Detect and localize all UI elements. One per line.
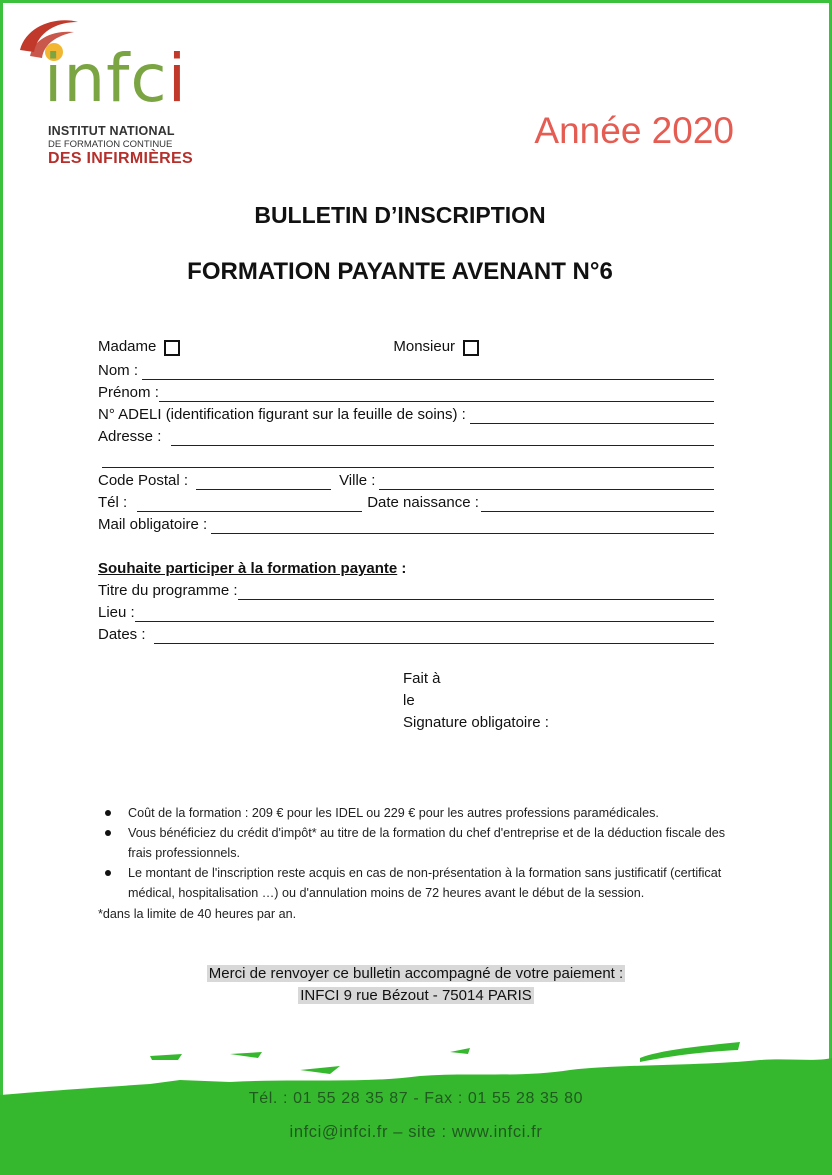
logo-wordmark: infci (44, 40, 188, 117)
signature-label: Signature obligatoire : (403, 714, 549, 731)
return-address: INFCI 9 rue Bézout - 75014 PARIS (300, 987, 532, 1004)
footnote: *dans la limite de 40 heures par an. (98, 907, 297, 921)
footer-phone-fax: Tél. : 01 55 28 35 87 - Fax : 01 55 28 35 80 (248, 1090, 584, 1107)
return-instruction: Merci de renvoyer ce bulletin accompagné de votre paiement : (208, 965, 624, 982)
logo-line-institut: INSTITUT NATIONAL (48, 124, 175, 138)
prenom-row (98, 380, 714, 402)
le-label: le (403, 692, 415, 709)
titre-programme-field[interactable] (238, 584, 715, 600)
mail-field[interactable] (211, 518, 714, 534)
adresse-row (98, 424, 714, 446)
note-item-cost: Coût de la formation : 209 € pour les IDEL ou 229 € pour les autres professions paramédicales. (98, 803, 738, 823)
date-naissance-label: Date naissance : (367, 494, 479, 511)
dates-row (98, 622, 714, 644)
lieu-field[interactable] (135, 606, 714, 622)
code-postal-label: Code Postal : (98, 472, 189, 489)
civility-row (98, 334, 714, 356)
prenom-label: Prénom : (98, 384, 159, 401)
notes-section (98, 803, 738, 923)
mail-row (98, 512, 714, 534)
adresse-field-line2[interactable] (102, 452, 714, 468)
adeli-field[interactable] (470, 408, 714, 424)
adeli-label: N° ADELI (identification figurant sur la feuille de soins) : (98, 406, 466, 423)
ville-label: Ville : (339, 472, 376, 489)
monsieur-checkbox[interactable] (463, 340, 479, 356)
madame-label: Madame (98, 338, 157, 355)
code-postal-field[interactable] (196, 474, 331, 490)
lieu-row (98, 600, 714, 622)
prenom-field[interactable] (159, 386, 714, 402)
titre-programme-row (98, 578, 714, 600)
dates-field[interactable] (154, 628, 714, 644)
infci-logo (16, 16, 206, 176)
ville-field[interactable] (379, 474, 714, 490)
tel-row (98, 490, 714, 512)
note-item-tax-credit: Vous bénéficiez du crédit d'impôt* au titre de la formation du chef d'entreprise et de la déduction fiscale des frais professionnels. (98, 823, 738, 863)
footer-email-website: infci@infci.fr – site : www.infci.fr (289, 1123, 543, 1141)
notes-list (98, 803, 738, 903)
nom-label: Nom : (98, 362, 139, 379)
tel-label: Tél : (98, 494, 128, 511)
nom-field[interactable] (142, 364, 714, 380)
document-title: BULLETIN D’INSCRIPTION (254, 202, 546, 228)
adresse-line2-row (98, 446, 714, 468)
section-title: Souhaite participer à la formation payante : (98, 560, 407, 577)
nom-row (98, 358, 714, 380)
code-postal-row (98, 468, 714, 490)
adresse-label: Adresse : (98, 428, 162, 445)
year-label: Année 2020 (534, 110, 734, 151)
adresse-field[interactable] (171, 430, 714, 446)
adeli-row (98, 402, 714, 424)
logo-line-infirmieres: DES INFIRMIÈRES (48, 150, 193, 167)
monsieur-label: Monsieur (393, 338, 456, 355)
logo-line-formation: DE FORMATION CONTINUE (48, 139, 173, 150)
note-item-cancellation: Le montant de l'inscription reste acquis en cas de non-présentation à la formation sans justificatif (certificat médical, hospitalisation …) ou d'annulation moins de 72 heures avant le début de la session. (98, 863, 738, 903)
tel-field[interactable] (137, 496, 362, 512)
mail-label: Mail obligatoire : (98, 516, 208, 533)
document-subtitle: FORMATION PAYANTE AVENANT N°6 (187, 258, 613, 285)
date-naissance-field[interactable] (481, 496, 714, 512)
lieu-label: Lieu : (98, 604, 135, 621)
fait-a-label: Fait à (403, 670, 441, 687)
section-title-row (98, 556, 714, 578)
madame-checkbox[interactable] (164, 340, 180, 356)
dates-label: Dates : (98, 626, 146, 643)
titre-programme-label: Titre du programme : (98, 582, 238, 599)
